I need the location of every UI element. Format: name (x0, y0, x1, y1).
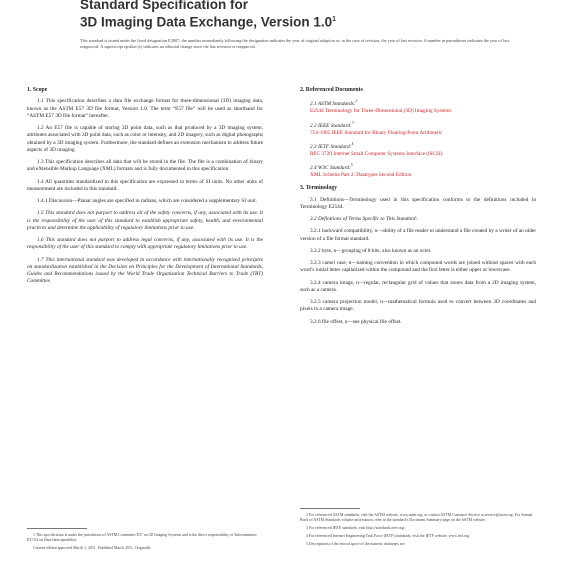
reference-group (300, 120, 536, 137)
reference-group (300, 141, 536, 158)
reference-group-title: 2.1 ASTM Standards: (310, 101, 356, 108)
left-column (27, 87, 263, 291)
scope-paragraph: 1.2 An E57 file is capable of storing 3D point data, such as that produced by a 3D imaging system, attributes associated with 3D point data, such as color or intensity, and 2D imagery, such as digital photographs obtained by a 3D imaging system. Furthermore, the standard defines an extension mechanism to address future aspects of 3D imaging. (27, 125, 263, 153)
reference-title: Datatypes Second Edition (356, 172, 412, 179)
scope-paragraphs (27, 98, 263, 285)
reference-item (300, 172, 536, 179)
reference-code: RFC 3720 (310, 150, 332, 157)
referenced-documents (300, 98, 536, 179)
section-1-heading: 1. Scope (27, 87, 48, 93)
reference-item (300, 108, 536, 115)
scope-paragraph: 1.1 This specification describes a data file exchange format for three-dimensional (3D) imaging data, known as the ASTM E57 3D file format, Version 1.0. The term “E57 file” will be used as shorthand for “ASTM E57 3D file format” hereafter. (27, 98, 263, 119)
terminology-paragraph: 3.2.4 camera image, n—regular, rectangular grid of values that stores data from a 2D imaging system, such as a camera. (300, 279, 536, 293)
terminology-paragraph: 3.2 Definitions of Terms Specific to This Standard: (310, 216, 418, 223)
reference-title: Internet Small Computer Systems Interface (iSCSI) (333, 150, 443, 157)
terminology-paragraph: 3.2.2 byte, n—grouping of 8 bits, also known as an octet. (310, 247, 432, 254)
reference-footnote-mark: 2 (355, 99, 358, 104)
footnote: 5 Descriptions of the lexical space of the numeric datatypes are (306, 542, 405, 546)
terminology-paragraphs (300, 197, 536, 326)
scope-paragraph: 1.7 This international standard was developed in accordance with internationally recognized principles on standardization established in the Decision on Principles for the Development of International Standards, Guides and Recommendations issued by the World Trade Organization Technical Barriers to Trade (TBT) Committee. (27, 256, 263, 285)
reference-item (300, 130, 536, 137)
terminology-paragraph: 3.1 Definitions—Terminology used in this specification conforms to the definitions included in Terminology E2544. (300, 196, 536, 210)
reference-group (300, 162, 536, 179)
scope-paragraph: 1.5 This standard does not purport to address all of the safety concerns, if any, associated with its use. It is the responsibility of the user of this standard to establish appropriate safety, health, and environmental practices and determine the applicability of regulatory limitations prior to use. (27, 210, 263, 231)
footnote-rule (27, 528, 87, 529)
reference-group-heading (300, 141, 536, 151)
title-line-2 (80, 12, 520, 30)
document-title (80, 0, 520, 30)
left-footnotes (27, 522, 263, 554)
reference-group (300, 98, 536, 115)
footnote: Current edition approved March 1, 2011. Published March 2011. Originally (33, 546, 151, 550)
right-footnote-list (300, 513, 536, 547)
footnote: 1 This specification is under the jurisdiction of ASTM Committee E57 on 3D Imaging Systems and is the direct responsibility of Subcommittee E57.04 on Data Interoperability. (27, 533, 257, 542)
reference-code: XML Schema Part 2: (310, 172, 355, 179)
reference-title: Terminology for Three-Dimensional (3D) Imaging Systems (325, 108, 452, 115)
reference-group-heading (300, 162, 536, 172)
designation-note: This standard is issued under the fixed designation E2807; the number immediately following the designation indicates the year of original adoption or, in the case of revision, the year of last revision. A number in parentheses indicates the year of last reapproval. A superscript epsilon (ε) indicates an editorial change since the last revision or reapproval. (80, 38, 510, 49)
right-footnotes (300, 502, 536, 550)
reference-code: 754-1985 (310, 129, 331, 136)
terminology-paragraph: 3.2.1 backward compatibility, n—ability of a file reader to understand a file created by a writer of an older version of a file format standard. (300, 228, 536, 242)
reference-item (300, 151, 536, 158)
right-column (300, 87, 536, 331)
reference-footnote-mark: 5 (350, 163, 353, 168)
reference-group-heading (300, 98, 536, 108)
footnote: 2 For referenced ASTM standards, visit the ASTM website, www.astm.org, or contact ASTM Customer Service at service@astm.org. For Annual Book of ASTM Standards volume information, refer to the standard’s Document Summary page on the ASTM website. (300, 513, 533, 522)
scope-paragraph: 1.4 All quantities standardized in this specification are expressed in terms of SI units. No other units of measurement are included in this standard. (27, 178, 263, 192)
footnote: 3 For referenced IEEE standards, visit http://standards.ieee.org/. (306, 526, 406, 530)
terminology-paragraph: 3.2.3 camel case, n—naming convention in which compound words are joined without spaces with each word’s initial letter capitalized within the compound and the first letter is either upper or lowercase. (300, 260, 536, 274)
reference-footnote-mark: 3 (351, 120, 354, 125)
reference-group-title: 2.4 W3C Standard: (310, 164, 351, 171)
reference-code: E2544 (310, 108, 324, 115)
scope-paragraph: 1.3 This specification describes all data that will be stored in the file. The file is a combination of binary and eXtensible Markup Language (XML) formats and is fully documented in this specification. (27, 159, 263, 173)
title-text: 3D Imaging Data Exchange, Version 1.0 (80, 14, 333, 30)
title-footnote-mark: 1 (332, 16, 336, 23)
reference-group-title: 2.3 IETF Standard: (310, 143, 352, 150)
reference-title: IEEE Standard for Binary Floating-Point Arithmetic (331, 129, 443, 136)
scope-paragraph: 1.6 This standard does not purport to address legal concerns, if any, associated with its use. It is the responsibility of the user of this standard to comply with appropriate regulatory limitations prior to use. (27, 237, 263, 251)
terminology-paragraph: 3.2.6 file offset, n—see physical file offset. (310, 318, 402, 325)
scope-paragraph: 1.4.1 Discussion—Planar angles are specified in radians, which are considered a supplementary SI unit. (37, 198, 257, 204)
left-footnote-list (27, 533, 263, 551)
footnote: 4 For referenced Internet Engineering Task Force (IETF) standards, visit the IETF website, www.ietf.org. (306, 534, 470, 538)
section-3-heading: 3. Terminology (300, 185, 338, 192)
title-line-1: Standard Specification for (80, 0, 249, 12)
footnote-rule (300, 508, 360, 509)
terminology-paragraph: 3.2.5 camera projection model, n—mathematical formula used to convert between 3D coordinates and pixels in a camera image. (300, 299, 536, 313)
reference-group-heading (300, 120, 536, 130)
section-2-heading: 2. Referenced Documents (300, 87, 363, 93)
reference-footnote-mark: 4 (351, 141, 354, 146)
reference-group-title: 2.2 IEEE Standard: (310, 122, 352, 129)
